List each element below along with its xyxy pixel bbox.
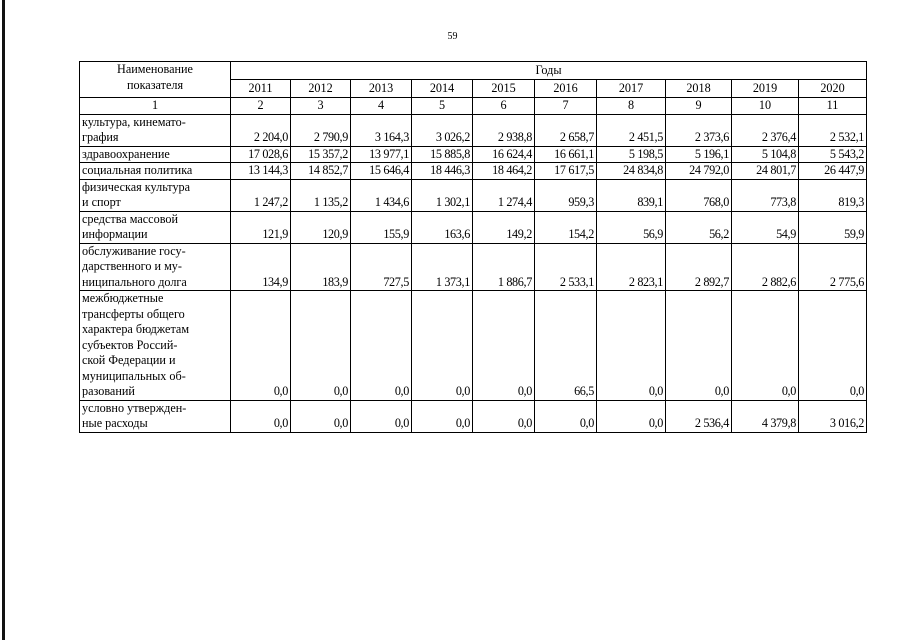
value-text: 2 938,8 <box>497 130 532 144</box>
column-number: 11 <box>799 98 867 115</box>
value-cell <box>351 179 412 211</box>
row-label-line: и спорт <box>82 195 121 209</box>
value-cell <box>412 179 473 211</box>
value-text: 1 373,1 <box>435 274 470 289</box>
value-text: 183,9 <box>322 274 348 289</box>
value-text: 14 852,7 <box>308 163 348 177</box>
value-cell <box>799 291 867 401</box>
value-cell <box>666 400 732 432</box>
value-text: 0,0 <box>333 384 348 398</box>
value-text: 2 790,9 <box>313 130 348 144</box>
value-text: 0,0 <box>849 384 865 398</box>
value-text: 2 373,6 <box>694 130 729 144</box>
value-text: 0,0 <box>394 416 409 430</box>
row-label-line: ные расходы <box>82 416 148 430</box>
value-cell <box>535 243 597 291</box>
value-cell <box>473 179 535 211</box>
value-text: 0,0 <box>714 384 729 398</box>
value-cell <box>231 114 291 146</box>
value-text: 54,9 <box>776 227 796 241</box>
value-text: 1 302,1 <box>435 195 470 209</box>
value-text: 149,2 <box>506 227 532 241</box>
row-label <box>80 163 231 180</box>
value-cell <box>799 179 867 211</box>
row-label-line: графия <box>82 130 119 144</box>
value-cell <box>732 114 799 146</box>
column-number: 8 <box>597 98 666 115</box>
value-cell <box>473 243 535 291</box>
year-header: 2018 <box>666 80 732 98</box>
row-label-line: муниципальных об- <box>82 368 186 383</box>
row-label <box>80 211 231 243</box>
value-cell <box>351 400 412 432</box>
row-label <box>80 400 231 432</box>
value-text: 0,0 <box>394 384 409 398</box>
value-text: 1 274,4 <box>497 195 532 209</box>
value-cell <box>535 291 597 401</box>
value-cell <box>799 400 867 432</box>
value-cell <box>351 114 412 146</box>
year-header: 2015 <box>473 80 535 98</box>
value-text: 4 379,8 <box>761 416 796 430</box>
value-cell <box>799 163 867 180</box>
value-cell <box>351 163 412 180</box>
value-cell <box>291 211 351 243</box>
value-text: 1 135,2 <box>313 195 348 209</box>
row-label-line: субъектов Россий- <box>82 337 178 352</box>
value-text: 13 977,1 <box>369 146 409 161</box>
value-cell <box>597 211 666 243</box>
row-label-line: условно утвержден- <box>82 400 187 415</box>
value-cell <box>732 400 799 432</box>
value-cell <box>666 114 732 146</box>
value-text: 26 447,9 <box>824 163 865 177</box>
value-cell <box>291 114 351 146</box>
value-text: 24 834,8 <box>623 163 663 177</box>
value-cell <box>799 243 867 291</box>
row-label-line: характера бюджетам <box>82 322 190 336</box>
row-label-line: межбюджетные <box>82 291 164 305</box>
value-cell <box>473 291 535 401</box>
row-label <box>80 146 231 163</box>
value-text: 0,0 <box>455 384 470 398</box>
value-cell <box>351 146 412 163</box>
value-text: 24 792,0 <box>689 163 729 177</box>
value-text: 15 885,8 <box>430 146 470 161</box>
value-text: 154,2 <box>568 227 594 241</box>
value-text: 0,0 <box>273 384 288 398</box>
value-cell <box>732 179 799 211</box>
column-number: 1 <box>80 98 231 115</box>
value-cell <box>291 400 351 432</box>
value-cell <box>535 146 597 163</box>
row-label-line: социальная политика <box>82 163 193 177</box>
row-label-line: средства массовой <box>82 211 178 226</box>
row-label-line: ской Федерации и <box>82 353 176 367</box>
value-cell <box>732 291 799 401</box>
value-text: 5 196,1 <box>694 146 729 161</box>
value-text: 13 144,3 <box>248 163 288 177</box>
value-cell <box>473 114 535 146</box>
value-text: 1 434,6 <box>374 195 409 209</box>
value-cell <box>351 211 412 243</box>
table-row <box>80 291 867 401</box>
row-label <box>80 243 231 291</box>
row-label-line: здравоохранение <box>82 146 170 161</box>
value-text: 2 533,1 <box>559 274 594 289</box>
value-cell <box>412 146 473 163</box>
value-cell <box>291 179 351 211</box>
value-cell <box>412 243 473 291</box>
year-header: 2017 <box>597 80 666 98</box>
value-text: 24 801,7 <box>756 163 796 177</box>
value-text: 17 028,6 <box>248 146 288 161</box>
value-text: 5 104,8 <box>761 146 796 161</box>
value-cell <box>535 400 597 432</box>
value-text: 120,9 <box>322 227 348 241</box>
value-cell <box>732 163 799 180</box>
value-cell <box>799 114 867 146</box>
value-cell <box>597 179 666 211</box>
value-cell <box>535 211 597 243</box>
table-row <box>80 163 867 180</box>
value-text: 2 658,7 <box>559 130 594 144</box>
row-label <box>80 291 231 401</box>
value-text: 3 026,2 <box>435 130 470 144</box>
value-text: 0,0 <box>455 416 470 430</box>
row-label-line: культура, кинемато- <box>82 114 186 129</box>
value-text: 121,9 <box>262 227 288 241</box>
value-cell <box>473 211 535 243</box>
scan-edge-line <box>2 0 5 640</box>
value-cell <box>351 291 412 401</box>
value-cell <box>291 163 351 180</box>
year-header: 2019 <box>732 80 799 98</box>
value-text: 0,0 <box>648 384 663 398</box>
value-text: 2 376,4 <box>761 130 796 144</box>
value-cell <box>231 400 291 432</box>
value-text: 3 164,3 <box>374 130 409 144</box>
value-text: 0,0 <box>781 384 796 398</box>
value-cell <box>732 243 799 291</box>
value-text: 2 823,1 <box>628 274 663 289</box>
row-label <box>80 114 231 146</box>
column-number-row <box>80 98 867 115</box>
value-text: 959,3 <box>568 195 594 209</box>
value-cell <box>231 211 291 243</box>
column-number: 5 <box>412 98 473 115</box>
value-text: 0,0 <box>579 416 594 430</box>
value-cell <box>597 163 666 180</box>
value-cell <box>291 146 351 163</box>
value-cell <box>412 291 473 401</box>
table-row <box>80 211 867 243</box>
column-number: 4 <box>351 98 412 115</box>
row-label <box>80 179 231 211</box>
year-header: 2013 <box>351 80 412 98</box>
value-cell <box>666 211 732 243</box>
row-label-line: информации <box>82 227 148 241</box>
value-text: 2 532,1 <box>829 130 865 144</box>
value-cell <box>597 291 666 401</box>
value-cell <box>597 400 666 432</box>
value-cell <box>231 163 291 180</box>
value-text: 2 451,5 <box>628 130 663 144</box>
value-text: 18 464,2 <box>492 163 532 177</box>
value-text: 0,0 <box>273 416 288 430</box>
value-cell <box>535 114 597 146</box>
table-row <box>80 146 867 163</box>
value-text: 0,0 <box>333 416 348 430</box>
table-row <box>80 114 867 146</box>
value-text: 0,0 <box>517 416 532 430</box>
value-cell <box>473 163 535 180</box>
year-header: 2014 <box>412 80 473 98</box>
year-header: 2012 <box>291 80 351 98</box>
value-cell <box>412 114 473 146</box>
value-text: 15 357,2 <box>308 146 348 161</box>
value-cell <box>473 400 535 432</box>
value-text: 17 617,5 <box>554 163 594 177</box>
column-number: 3 <box>291 98 351 115</box>
value-text: 2 775,6 <box>829 274 865 289</box>
value-cell <box>231 243 291 291</box>
column-number: 2 <box>231 98 291 115</box>
value-cell <box>799 146 867 163</box>
value-cell <box>412 163 473 180</box>
column-number: 9 <box>666 98 732 115</box>
value-text: 16 661,1 <box>554 146 594 161</box>
value-cell <box>666 291 732 401</box>
row-label-line: трансферты общего <box>82 306 185 321</box>
value-cell <box>597 243 666 291</box>
value-cell <box>666 243 732 291</box>
name-header-line: показателя <box>126 77 184 92</box>
value-cell <box>412 400 473 432</box>
value-text: 56,2 <box>709 227 729 241</box>
value-cell <box>535 163 597 180</box>
value-text: 18 446,3 <box>430 163 470 177</box>
value-text: 16 624,4 <box>492 146 532 161</box>
value-text: 0,0 <box>517 384 532 398</box>
row-label-line: физическая культура <box>82 179 191 194</box>
value-cell <box>473 146 535 163</box>
value-text: 66,5 <box>574 384 594 398</box>
row-label-line: разований <box>82 384 135 398</box>
table-row <box>80 400 867 432</box>
year-header: 2011 <box>231 80 291 98</box>
page-number: 59 <box>447 31 458 42</box>
value-text: 839,1 <box>637 195 663 209</box>
row-label-line: дарственного и му- <box>82 259 182 273</box>
value-cell <box>799 211 867 243</box>
value-text: 2 882,6 <box>761 274 796 289</box>
value-cell <box>597 114 666 146</box>
column-number: 6 <box>473 98 535 115</box>
table-row <box>80 243 867 291</box>
value-text: 134,9 <box>262 274 288 289</box>
header-row <box>80 62 867 80</box>
value-text: 163,6 <box>444 227 470 241</box>
value-cell <box>666 163 732 180</box>
value-text: 773,8 <box>770 195 796 209</box>
value-cell <box>732 211 799 243</box>
value-cell <box>535 179 597 211</box>
value-text: 5 543,2 <box>829 146 865 161</box>
value-text: 5 198,5 <box>628 146 663 161</box>
value-text: 2 892,7 <box>694 274 729 289</box>
value-text: 768,0 <box>703 195 729 209</box>
name-column-header <box>80 62 231 98</box>
value-text: 819,3 <box>838 195 865 209</box>
value-cell <box>597 146 666 163</box>
value-cell <box>412 211 473 243</box>
value-cell <box>291 291 351 401</box>
row-label-line: обслуживание госу- <box>82 243 186 258</box>
value-text: 59,9 <box>844 227 865 241</box>
value-text: 56,9 <box>643 227 663 241</box>
value-cell <box>231 291 291 401</box>
value-text: 2 536,4 <box>694 416 729 430</box>
value-cell <box>351 243 412 291</box>
value-cell <box>732 146 799 163</box>
table-row <box>80 179 867 211</box>
value-text: 1 886,7 <box>497 274 532 289</box>
year-header: 2020 <box>799 80 867 98</box>
value-text: 727,5 <box>383 274 409 289</box>
budget-table <box>79 61 867 433</box>
value-text: 0,0 <box>648 416 663 430</box>
year-header: 2016 <box>535 80 597 98</box>
value-cell <box>231 179 291 211</box>
value-cell <box>231 146 291 163</box>
value-cell <box>666 179 732 211</box>
value-text: 15 646,4 <box>369 163 409 177</box>
years-group-header: Годы <box>231 62 867 80</box>
value-text: 3 016,2 <box>829 416 865 430</box>
value-text: 2 204,0 <box>253 130 288 144</box>
name-header-line: Наименование <box>117 62 193 76</box>
value-cell <box>291 243 351 291</box>
value-text: 155,9 <box>383 227 409 241</box>
column-number: 10 <box>732 98 799 115</box>
value-text: 1 247,2 <box>253 195 288 209</box>
value-cell <box>666 146 732 163</box>
column-number: 7 <box>535 98 597 115</box>
row-label-line: ниципального долга <box>82 274 187 289</box>
